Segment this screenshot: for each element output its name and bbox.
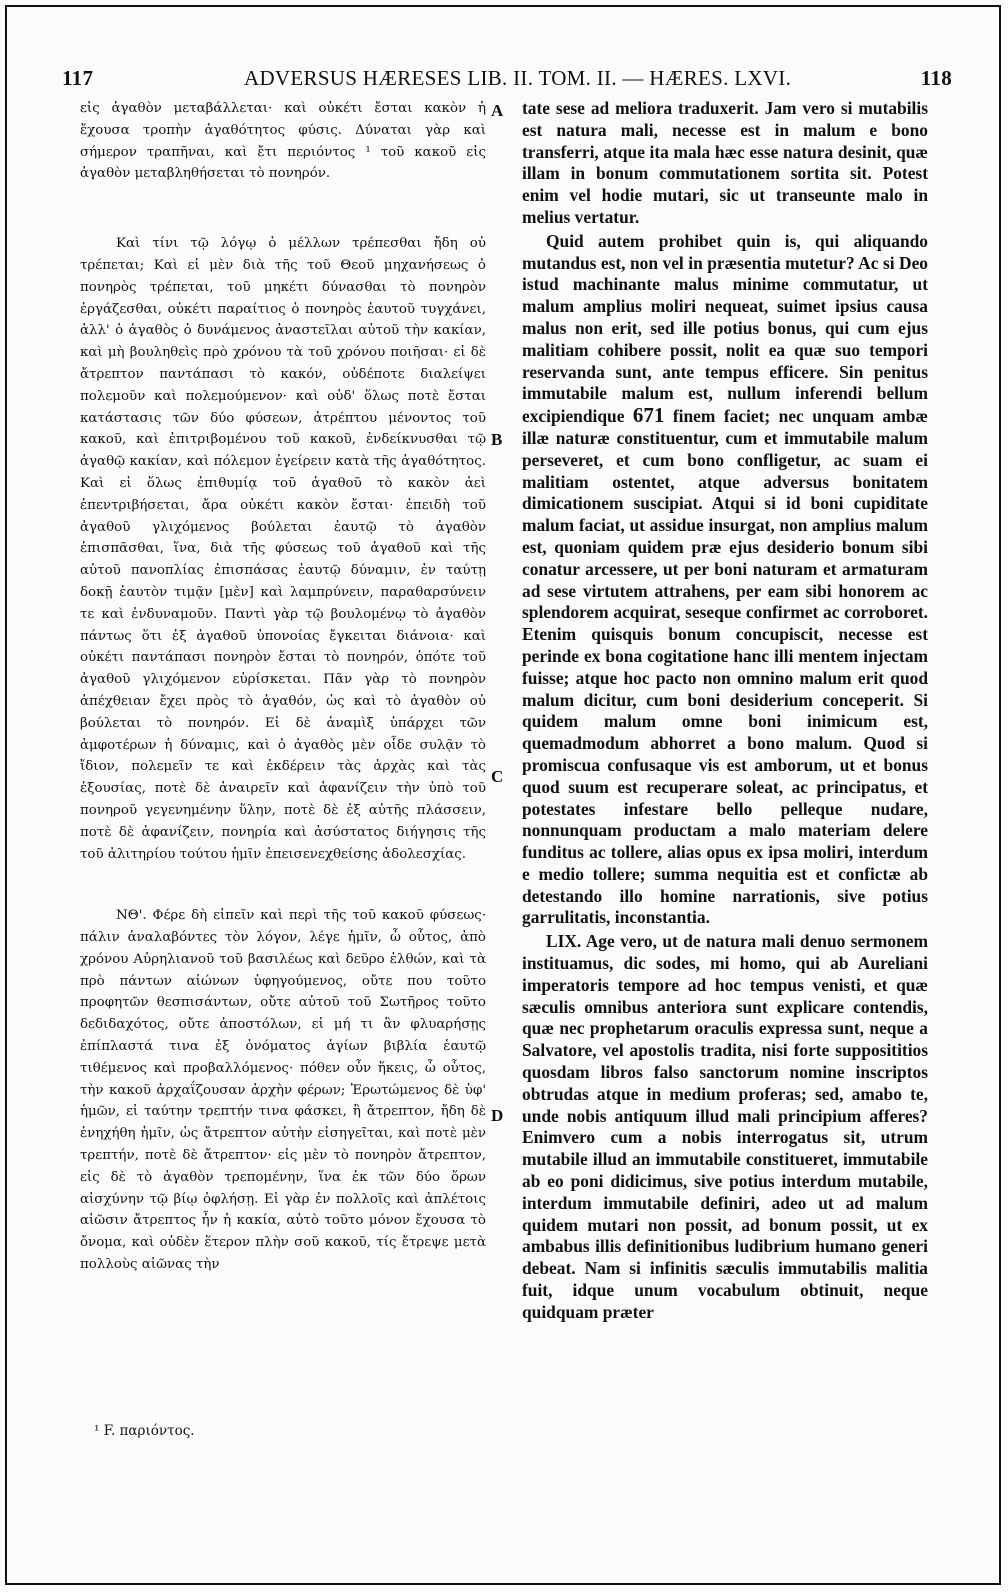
running-header xyxy=(62,66,952,90)
margin-marker-b: B xyxy=(491,430,503,449)
running-title: ADVERSUS HÆRESES LIB. II. TOM. II. — HÆRES. LXVI. xyxy=(244,66,792,90)
latin-paragraph-2-end: finem faciet; nec unquam ambæ illæ naturæ constituentur, cum et immutabile malum perseveret, et cum bono confligetur, ac suam ei malitiam ostentet, atque adversus bonitatem dimicationem suscipiat. Atqui si id boni cupiditate malum faciat, ut assidue insurgat, non amplius malum est, quoniam quidem præ ejus desiderio bonum sibi conatur arcessere, ut per boni naturam et armaturam ad sese virtutem attrahens, per eam sibi honorem ac splendorem acquirat, seseque confirmet ac corroboret. Etenim quisquis bonum concupiscit, necesse est perinde ex bona cogitatione hanc illi mentem injectam fuisse; atque hoc pacto non omnino malum erit quod malum dicitur, cum boni desiderium conceperit. Si quidem malum omne boni inimicum est, quemadmodum abhorret a bono malum. Quod si promiscua confusaque vis est amborum, ut et bonus quod suum est recuperare soleat, ac principatus, et potestates infestare bello pelleque nudare, nonnunquam productam a malo materiam delere funditus ac tollere, alias opus ex ipsa moliri, interdum e medio tollere; summa nequitia est et confictæ ab detestando illo homine narrationis, sive potius garrulitatis, inconstantia. xyxy=(522,406,928,928)
greek-paragraph-2: Καὶ τίνι τῷ λόγῳ ὁ μέλλων τρέπεσθαι ἤδη οὐ τρέπεται; Καὶ εἰ μὲν διὰ τῆς τοῦ Θεοῦ μηχανήσεως ὁ πονηρὸς τρέπεται, τοῦ μηκέτι δύνασθαι τὸ πονηρὸν ἐργάζεσθαι, οὐκέτι παραίτιος ὁ πονηρὸς ἑαυτοῦ τυγχάνει, ἀλλ' ὁ ἀγαθὸς ὁ δυνάμενος ἀναστεῖλαι αὐτοῦ τὴν κακίαν, καὶ μὴ βουληθεὶς πρὸ χρόνου τὰ τοῦ χρόνου ποιῆσαι· εἰ δὲ ἄτρεπτον παντάπασι τὸ κακόν, οὐδέποτε διαλείψει πολεμοῦν καὶ πολεμούμενον· καὶ οὐδ' ὅλως ποτὲ ἔσται κατάστασις τῶν δύο φύσεων, ἀτρέπτου μένοντος τοῦ κακοῦ, καὶ ἐπιτριβομένου τοῦ κακοῦ, ἐνδείκνυσθαι τῷ ἀγαθῷ κακίαν, καὶ πόλεμον ἐγείρειν κατὰ τῆς ἀγαθότητος. Καὶ εἰ ὅλως ἐπιθυμίᾳ τοῦ ἀγαθοῦ τὸ κακὸν ἀεὶ ἐπεντριβήσεται, ἄρα οὐκέτι κακὸν ἔσται· ἐπειδὴ τοῦ ἀγαθοῦ γλιχόμενος βούλεται ἑαυτῷ τὸ ἀγαθὸν ἐπισπᾶσθαι, ἵνα, διὰ τῆς φύσεως τοῦ ἀγαθοῦ καὶ τῆς αὐτοῦ πανοπλίας ἐπισπάσας ἑαυτῷ δύναμιν, ἐν ταύτῃ δοκῇ ἑαυτὸν τιμᾷν [μὲν] καὶ λαμπρύνειν, παραθαρσύνειν τε καὶ ἐνδυναμοῦν. Παντὶ γὰρ τῷ βουλομένῳ τὸ ἀγαθὸν πάντως ὅτι ἐξ ἀγαθοῦ ὑπονοίας ἔγκειται διάνοια· καὶ οὐκέτι παντάπασι πονηρὸν ἔσται τὸ πονηρόν, ὁπότε τοῦ ἀγαθοῦ γλιχόμενον εὑρίσκεται. Πᾶν γὰρ τὸ πονηρὸν ἀπέχθειαν ἔχει πρὸς τὸ ἀγαθόν, ὡς καὶ τὸ ἀγαθὸν οὐ βούλεται τὸ πονηρόν. Εἰ δὲ ἀναμὶξ ὑπάρχει τῶν ἀμφοτέρων ἡ δύναμις, καὶ ὁ ἀγαθὸς μὲν οἶδε συλᾷν τὸ ἴδιον, πολεμεῖν τε καὶ ἐκδέρειν τὰς ἀρχὰς καὶ τὰς ἐξουσίας, ποτὲ δὲ ἀναιρεῖν καὶ ἀφανίζειν τὴν ὑπὸ τοῦ πονηροῦ γεγενημένην ὕλην, ποτὲ δὲ ἐξ αὐτῆς πλάσσειν, ποτὲ δὲ ἀφανίζειν, πονηρία καὶ ἀσύστατος διήγησις τῆς τοῦ ἀλιτηρίου τούτου ἡμῖν ἐπεισενεχθείσης ἀδολεσχίας. xyxy=(80,236,486,862)
latin-paragraph-1: tate sese ad meliora traduxerit. Jam vero si mutabilis est natura mali, necesse est in malum e bono transferri, atque ita mala hæc esse natura desinit, quæ illam in bonum commutationem sortita sit. Potest enim vel hodie mutari, sic ut transeunte malo in melius vertatur. xyxy=(522,98,928,227)
margin-marker-d: D xyxy=(491,1106,504,1125)
inline-page-number: 671 xyxy=(632,403,665,428)
latin-paragraph-2-start: Quid autem prohibet quin is, qui aliquando mutandus est, non vel in præsentia mutetur? Ac si Deo istud machinante malus minime commutatur, ut malum amplius moliri nequeat, suimet ipsius causa malus non erit, sed ille potius bonus, qui cum ejus malitiam cohibere possit, nolit ea quæ suo tempori reservanda sunt, ante tempus efficere. Sin penitus immutabile malum est, nullum inferendi bellum excipiendique xyxy=(522,230,928,427)
greek-paragraph-3: ΝΘ'. Φέρε δὴ εἰπεῖν καὶ περὶ τῆς τοῦ κακοῦ φύσεως· πάλιν ἀναλαβόντες τὸν λόγον, λέγε ἡμῖν, ὦ οὗτος, ἀπὸ χρόνου Αὐρηλιανοῦ τοῦ βασιλέως καὶ δεῦρο ἐλθών, καὶ τὰ πρὸ πάντων αἰώνων ὑφηγούμενος, οὔτε που τοῦτο προφητῶν θεσπισάντων, οὔτε αὐτοῦ τοῦ Σωτῆρος τοῦτο δεδιδαχότος, οὔτε ἀποστόλων, εἰ μή τι ἂν φλυαρήσῃς ἐπίπλαστά τινα ἐξ ὀνόματος ἁγίων βιβλία ἑαυτῷ τιθέμενος καὶ προβαλλόμενος· πόθεν οὖν ἥκεις, ὦ οὗτος, τὴν κακοῦ ἀρχαΐζουσαν ἀρχὴν φέρων; Ἐρωτώμενος δὲ ὑφ' ἡμῶν, εἰ ταύτην τρεπτήν τινα φάσκει, ἢ ἄτρεπτον, ἤδη δὲ ἐνηχήθη ἡμῖν, ὡς ἄτρεπτον αὐτὴν εἰσηγεῖται, καὶ ποτὲ μὲν τρεπτήν, ποτὲ δὲ ἄτρεπτον· εἰς μὲν τὸ πονηρὸν ἄτρεπτον, εἰς δὲ τὸ ἀγαθὸν τρεπομένην, ἵνα ἐκ τῶν δύο ὅρων αἰσχύνην τῷ βίῳ ὀφλήσῃ. Εἰ γὰρ ἐν πολλοῖς καὶ ἀπλέτοις αἰῶσιν ἄτρεπτος ἦν ἡ κακία, αὐτὸ τοῦτο μόνον ἔχουσα τὸ ὄνομα, καὶ οὐδὲν ἕτερον πλὴν σοῦ κακοῦ, τίς ἔτρεψε μετὰ πολλοὺς αἰῶνας τὴν xyxy=(80,908,486,1273)
margin-marker-a: A xyxy=(491,101,504,120)
latin-column xyxy=(522,98,928,1324)
footnote: ¹ F. παριόντος. xyxy=(94,1423,195,1439)
greek-column xyxy=(80,98,486,1276)
right-page-number: 118 xyxy=(920,66,952,90)
latin-paragraph-3: LIX. Age vero, ut de natura mali denuo sermonem instituamus, dic sodes, mi homo, qui ab Aureliani imperatoris tempore ad hoc tempus venisti, et quæ sæculis omnibus anteriora sunt explicare contendis, quæ nec prophetarum oraculis expressa sunt, neque a Salvatore, vel apostolis tradita, nisi forte supposititios quosdam libros falso sanctorum nomine inscriptos obtrudas atque in medium proferas; sed, amabo te, unde nobis antiquum illud mali principium afferes? Enimvero cum a nobis interrogatus sit, utrum mutabile illud an immutabile constitueret, immutabile ab eo poni didicimus, sive potius interdum mutabile, interdum immutabile definiri, adeo ut ad malum quidem mutari non possit, ad bonum possit, ut ex ambabus illis definitionibus ludibrium humano generi debeat. Nam si infinitis sæculis immutabilis malitia fuit, idque unum vocabulum obtinuit, neque quidquam præter xyxy=(522,931,928,1322)
latin-paragraph-2 xyxy=(522,231,928,930)
left-page-number: 117 xyxy=(62,66,94,90)
margin-marker-c: C xyxy=(491,767,504,786)
greek-paragraph-1: εἰς ἀγαθὸν μεταβάλλεται· καὶ οὐκέτι ἔσται κακὸν ἡ ἔχουσα τροπὴν ἀγαθότητος φύσις. Δύναται γὰρ καὶ σήμερον τραπῆναι, καὶ ἔτι περιόντος ¹ τοῦ κακοῦ εἰς ἀγαθὸν μεταβληθήσεται τὸ πονηρόν. xyxy=(80,101,486,182)
